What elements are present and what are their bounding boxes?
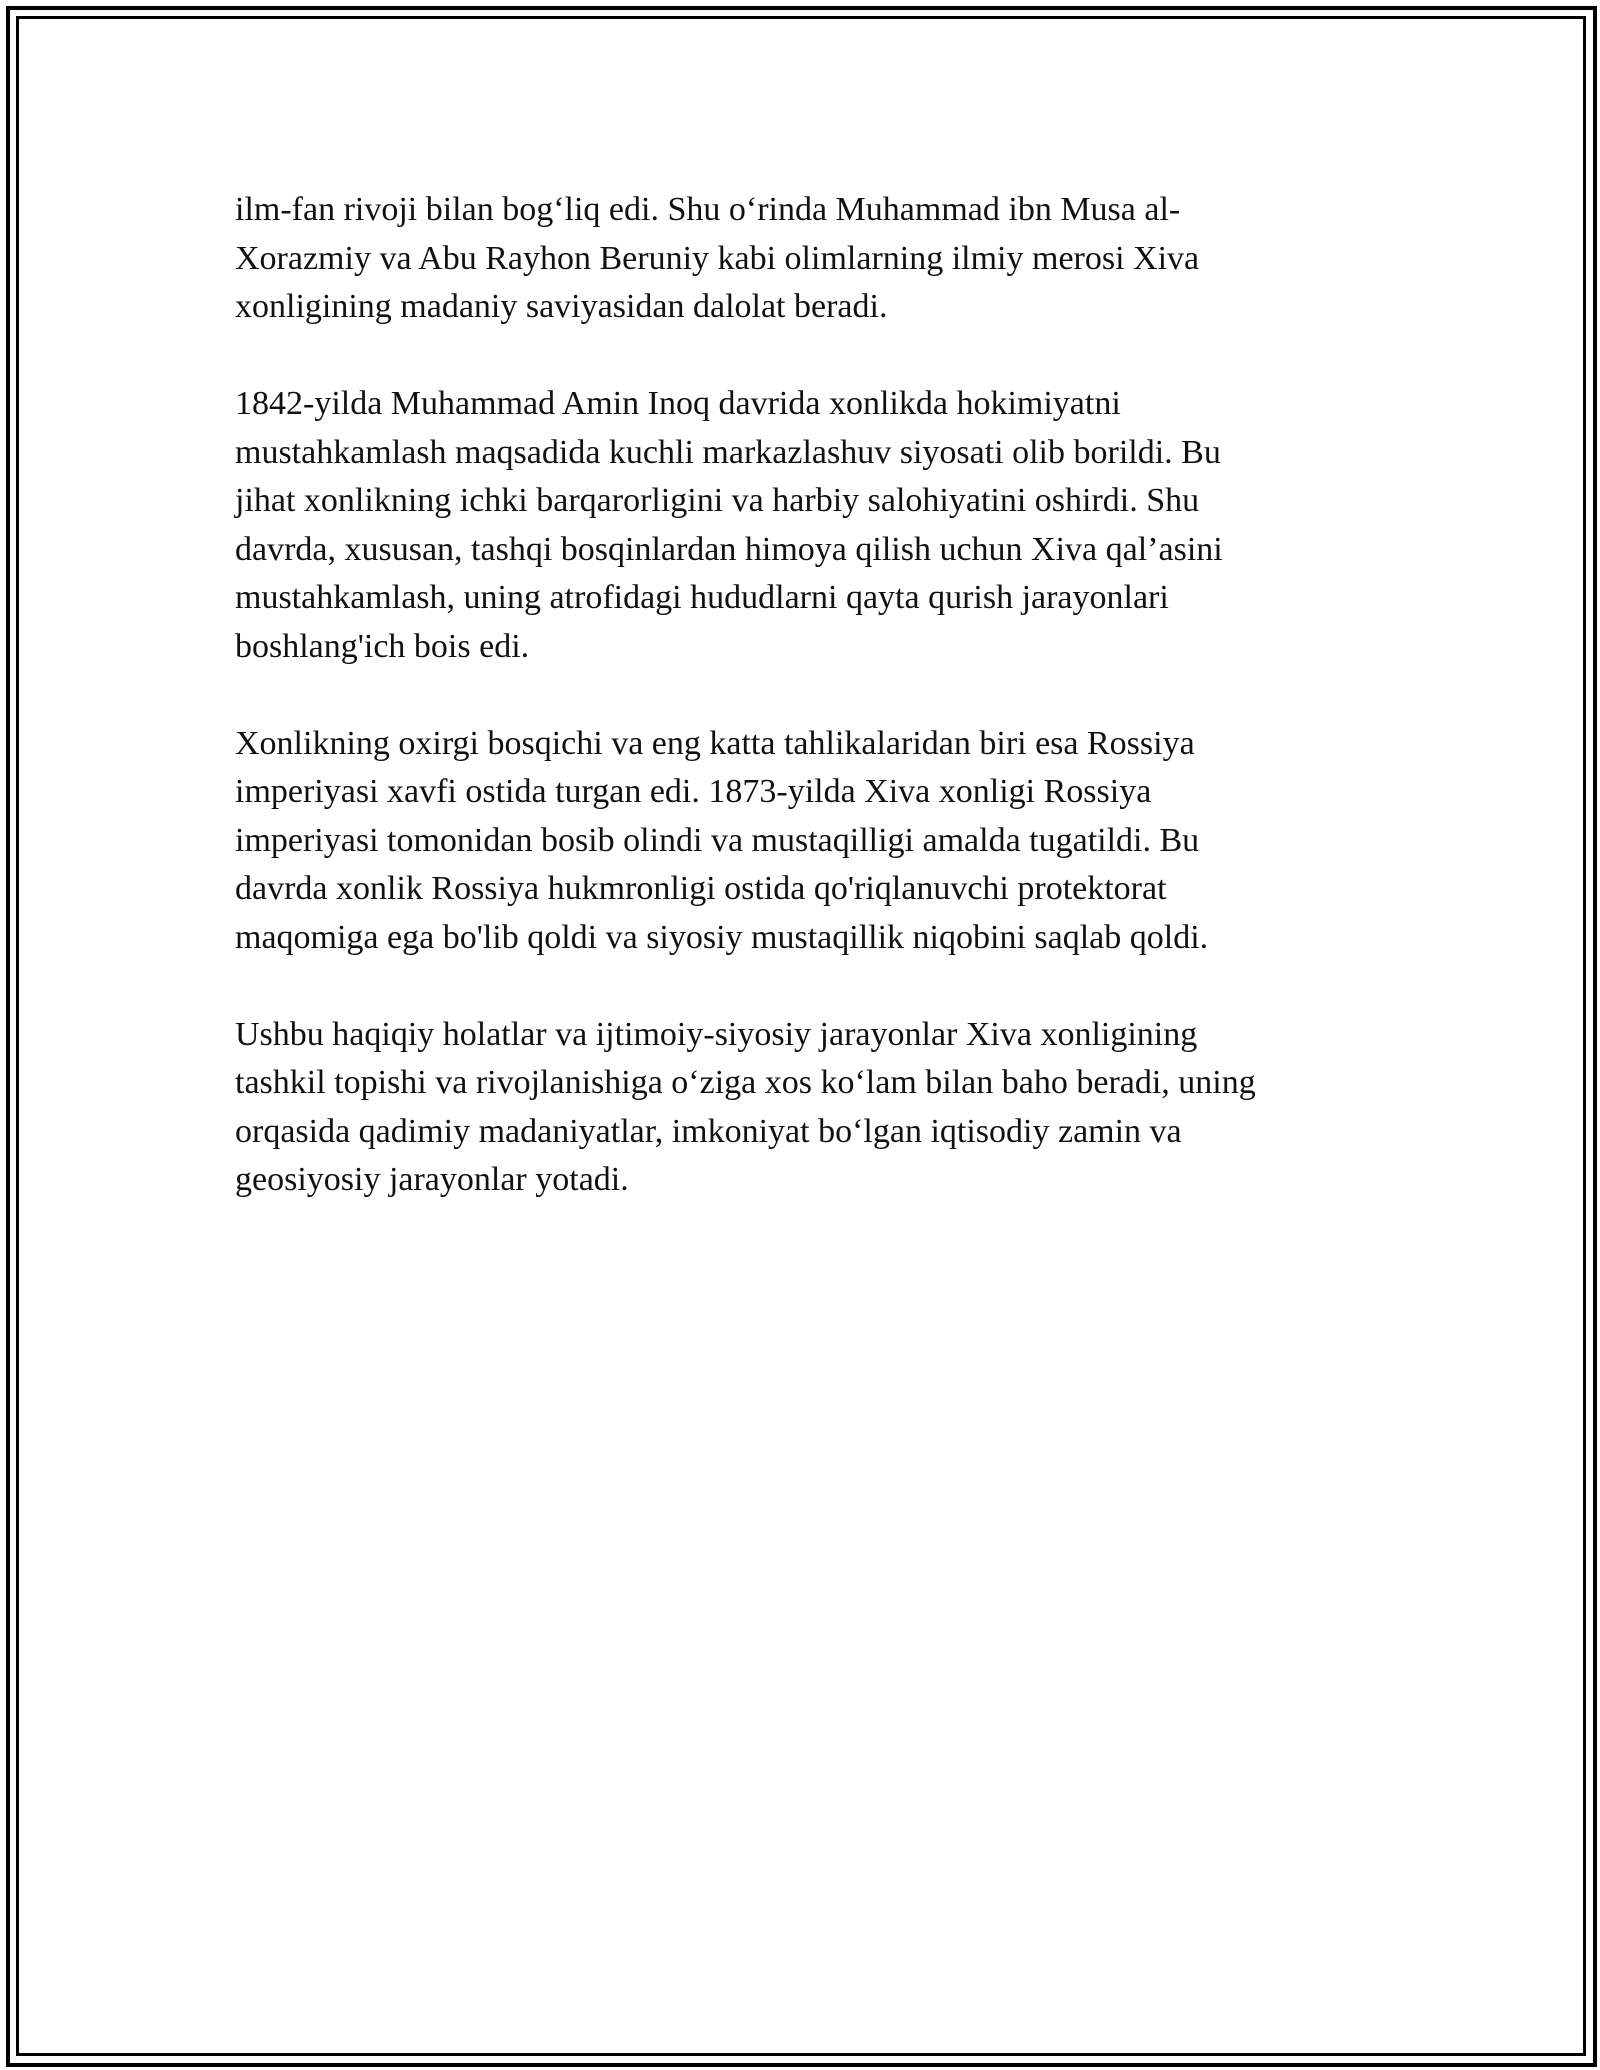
paragraph-4 xyxy=(235,1011,1375,1205)
paragraph-line: Ushbu haqiqiy holatlar va ijtimoiy-siyosiy jarayonlar Xiva xonligining xyxy=(235,1015,1198,1053)
paragraph-line: tashkil topishi va rivojlanishiga o‘ziga xos ko‘lam bilan baho beradi, uning xyxy=(235,1064,1256,1101)
paragraph-line: orqasida qadimiy madaniyatlar, imkoniyat bo‘lgan iqtisodiy zamin va xyxy=(235,1112,1182,1150)
paragraph-line: imperiyasi tomonidan bosib olindi va mustaqilligi amalda tugatildi. Bu xyxy=(235,821,1200,859)
paragraph-line: Xonlikning oxirgi bosqichi va eng katta tahlikalaridan biri esa Rossiya xyxy=(235,724,1195,762)
paragraph-line: mustahkamlash, uning atrofidagi hududlarni qayta qurish jarayonlari xyxy=(235,579,1169,616)
paragraph-line: Xorazmiy va Abu Rayhon Beruniy kabi olimlarning ilmiy merosi Xiva xyxy=(235,239,1200,277)
paragraph-line: geosiyosiy jarayonlar yotadi. xyxy=(235,1161,629,1198)
paragraph-line: jihat xonlikning ichki barqarorligini va harbiy salohiyatini oshirdi. Shu xyxy=(235,482,1200,519)
paragraph-3 xyxy=(235,720,1375,963)
paragraph-1 xyxy=(235,186,1375,332)
paragraph-line: imperiyasi xavfi ostida turgan edi. 1873-yilda Xiva xonligi Rossiya xyxy=(235,773,1152,810)
paragraph-line: 1842-yilda Muhammad Amin Inoq davrida xonlikda hokimiyatni xyxy=(235,385,1121,422)
document-body xyxy=(235,186,1375,1253)
paragraph-line: davrda xonlik Rossiya hukmronligi ostida qo'riqlanuvchi protektorat xyxy=(235,870,1167,907)
paragraph-line: ilm-fan rivoji bilan bog‘liq edi. Shu o‘rinda Muhammad ibn Musa al- xyxy=(235,191,1181,228)
paragraph-line: mustahkamlash maqsadida kuchli markazlashuv siyosati olib borildi. Bu xyxy=(235,433,1221,471)
paragraph-line: boshlang'ich bois edi. xyxy=(235,627,530,665)
paragraph-2 xyxy=(235,380,1375,671)
paragraph-line: xonligining madaniy saviyasidan dalolat beradi. xyxy=(235,288,888,325)
paragraph-line: davrda, xususan, tashqi bosqinlardan himoya qilish uchun Xiva qal’asini xyxy=(235,530,1223,568)
paragraph-line: maqomiga ega bo'lib qoldi va siyosiy mustaqillik niqobini saqlab qoldi. xyxy=(235,918,1209,956)
